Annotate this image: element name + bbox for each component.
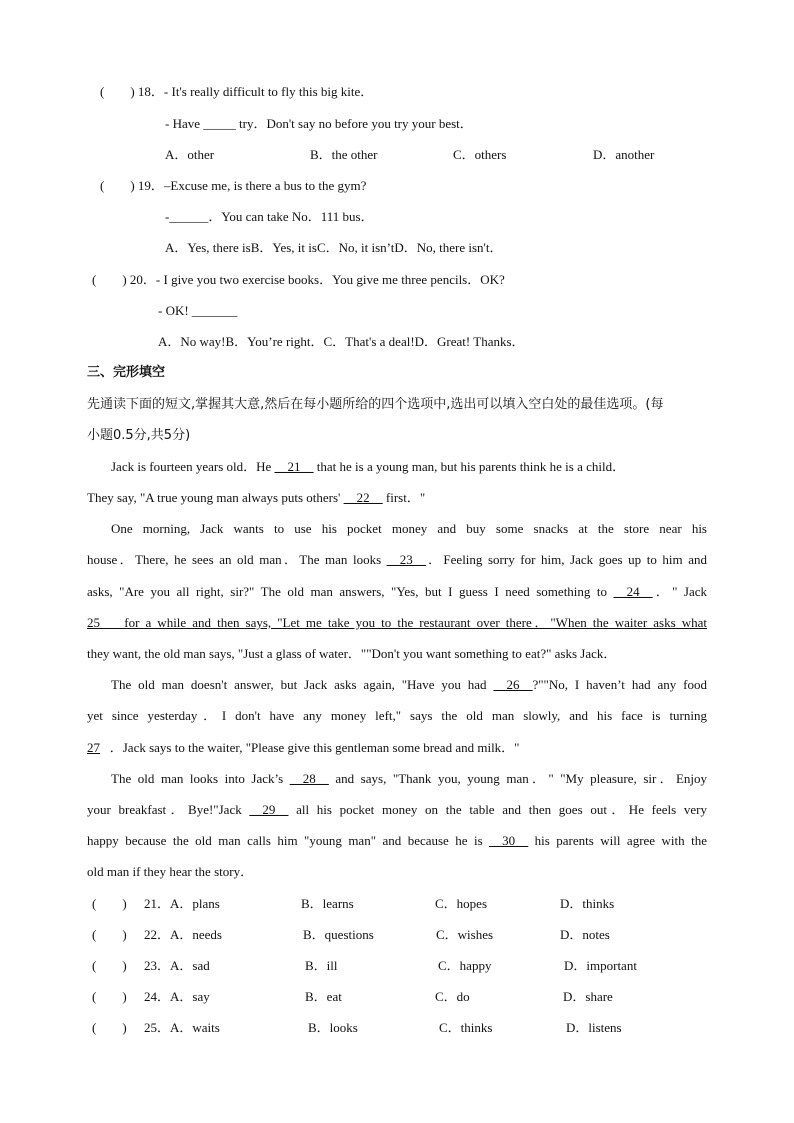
passage-line: Jack is fourteen years old．He __21__ that he is a young man, but his parents think he is a child． [111, 459, 626, 474]
passage-line: old man if they hear the story． [87, 864, 254, 879]
option-b[interactable]: B．looks [308, 1020, 358, 1035]
option-d[interactable]: D．share [563, 989, 613, 1004]
option-a[interactable]: 24．A．say [144, 989, 210, 1004]
option-b[interactable]: B．the other [310, 147, 378, 162]
passage-line: One morning, Jack wants to use his pocket money and buy some snacks at the store near his [111, 521, 707, 536]
blank-28: __28__ [289, 771, 329, 786]
option-b[interactable]: B．ill [305, 958, 338, 973]
option-d[interactable]: D．notes [560, 927, 610, 942]
option-d[interactable]: D．important [564, 958, 637, 973]
blank-26: __26__ [493, 677, 533, 692]
question-19-stem: ( ) 19．–Excuse me, is there a bus to the gym? [100, 178, 367, 193]
option-b[interactable]: B．questions [303, 927, 374, 942]
answer-paren[interactable]: ( ) [92, 989, 127, 1004]
question-20-options: A．No way!B．You’re right．C．That's a deal!D．Great! Thanks． [158, 334, 525, 349]
question-19-options: A．Yes, there isB．Yes, it isC．No, it isn’tD．No, there isn't． [165, 240, 503, 255]
option-c[interactable]: C．hopes [435, 896, 488, 911]
option-c[interactable]: C．wishes [436, 927, 494, 942]
blank-21: __21__ [274, 459, 314, 474]
question-18-reply: - Have _____ try．Don't say no before you try your best． [165, 116, 473, 131]
passage-line: 25 for a while and then says, "Let me take you to the restaurant over there．"When the waiter asks what [87, 615, 707, 630]
blank-22: __22__ [343, 490, 383, 505]
question-19-reply: -______．You can take No．111 bus． [165, 209, 374, 224]
question-18-options [0, 147, 794, 163]
option-c[interactable]: C．happy [438, 958, 492, 973]
question-18-stem: ( ) 18．- It's really difficult to fly this big kite． [100, 84, 374, 99]
blank-30: __30__ [489, 833, 529, 848]
option-d[interactable]: D．another [593, 147, 655, 162]
passage-line: asks, "Are you all right, sir?" The old man answers, "Yes, but I guess I need something to __24__．" Jack [87, 584, 708, 599]
passage-line: The old man doesn't answer, but Jack asks again, "Have you had __26__?""No, I haven’t had any food [111, 677, 708, 692]
passage-line: The old man looks into Jack’s __28__ and says, "Thank you, young man．" "My pleasure, sir．Enjoy [111, 771, 708, 786]
passage-line: your breakfast．Bye!"Jack __29__ all his pocket money on the table and then goes out．He feels very [87, 802, 707, 817]
option-a[interactable]: 22．A．needs [144, 927, 222, 942]
blank-23: __23__ [386, 552, 426, 567]
option-d[interactable]: D．listens [566, 1020, 622, 1035]
option-c[interactable]: C．thinks [439, 1020, 493, 1035]
passage-line: house．There, he sees an old man．The man looks __23__．Feeling sorry for him, Jack goes up to him and [87, 552, 707, 567]
blank-24: __24__ [613, 584, 653, 599]
option-a[interactable]: 23．A．sad [144, 958, 210, 973]
passage-line: They say, "A true young man always puts others' __22__ first．" [87, 490, 426, 505]
option-c[interactable]: C．others [453, 147, 507, 162]
question-20-reply: - OK! _______ [158, 303, 238, 318]
answer-paren[interactable]: ( ) [92, 896, 127, 911]
option-b[interactable]: B．learns [301, 896, 354, 911]
blank-27: 27 [87, 740, 100, 755]
question-20-stem: ( ) 20．- I give you two exercise books．You give me three pencils．OK? [92, 272, 505, 287]
section-instructions-line1: 先通读下面的短文,掌握其大意,然后在每小题所给的四个选项中,选出可以填入空白处的最佳选项。(每 [87, 397, 664, 412]
choice-row-21 [0, 896, 794, 912]
choice-row-25 [0, 1020, 794, 1036]
option-a[interactable]: 25．A．waits [144, 1020, 220, 1035]
answer-paren[interactable]: ( ) [92, 927, 127, 942]
choice-row-22 [0, 927, 794, 943]
section-title: 三、完形填空 [87, 365, 166, 380]
option-c[interactable]: C．do [435, 989, 470, 1004]
option-d[interactable]: D．thinks [560, 896, 615, 911]
passage-line: they want, the old man says, "Just a glass of water．""Don't you want something to eat?" asks Jack． [87, 646, 617, 661]
section-instructions-line2: 小题0.5分,共5分) [87, 428, 191, 443]
choice-row-24 [0, 989, 794, 1005]
answer-paren[interactable]: ( ) [92, 1020, 127, 1035]
passage-line: 27 ．Jack says to the waiter, "Please give this gentleman some bread and milk．" [87, 740, 520, 755]
option-a[interactable]: A．other [165, 147, 215, 162]
choice-row-23 [0, 958, 794, 974]
passage-line: yet since yesterday．I don't have any money left," says the old man slowly, and his face is turning [87, 708, 707, 723]
passage-line: happy because the old man calls him "young man" and because he is __30__ his parents will agree with the [87, 833, 707, 848]
option-a[interactable]: 21．A．plans [144, 896, 220, 911]
blank-29: __29__ [249, 802, 289, 817]
blank-25: 25 [87, 615, 100, 630]
option-b[interactable]: B．eat [305, 989, 342, 1004]
answer-paren[interactable]: ( ) [92, 958, 127, 973]
